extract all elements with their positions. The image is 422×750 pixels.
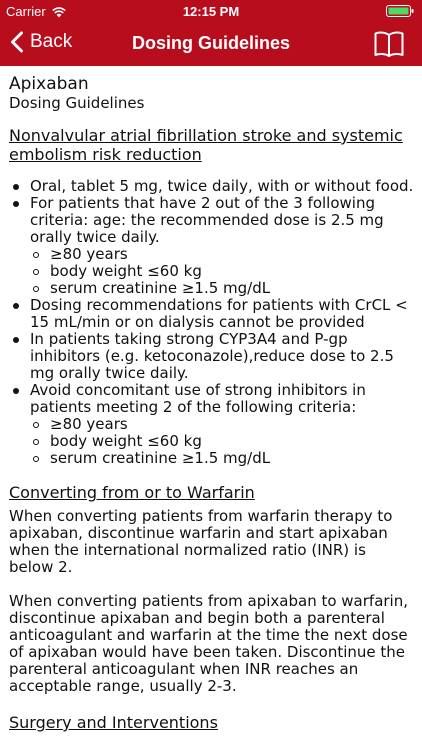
book-icon[interactable]: [374, 30, 404, 58]
sub-list-item: ≥80 years: [30, 246, 414, 263]
document-title: Dosing Guidelines: [9, 94, 145, 112]
bullet-text: For patients that have 2 out of the 3 following criteria: age: the recommended dose is 2.5 mg orally twice daily.: [30, 194, 384, 246]
carrier-label: Carrier: [6, 4, 46, 19]
list-item: [9, 297, 414, 331]
drug-name: Apixaban: [9, 74, 89, 94]
back-label: Back: [30, 31, 73, 52]
sub-list-item: serum creatinine ≥1.5 mg/dL: [30, 450, 414, 467]
bullet-text: Oral, tablet 5 mg, twice daily, with or without food.: [30, 177, 414, 195]
afib-bullet-list: [9, 178, 414, 467]
list-item: [9, 382, 414, 467]
sub-list-item: body weight ≤60 kg: [30, 263, 414, 280]
warfarin-paragraph: When converting patients from apixaban to warfarin, discontinue apixaban and begin both a parenteral anticoagulant and warfarin at the time the next dose of apixaban would have been taken. Discontinue the parenteral anticoagulant when INR reaches an acceptable range, usually 2-3.: [9, 592, 409, 695]
bullet-text: Dosing recommendations for patients with CrCL < 15 mL/min or on dialysis cannot be provided: [30, 296, 408, 331]
nav-title: Dosing Guidelines: [131, 33, 291, 53]
bullet-text: In patients taking strong CYP3A4 and P-gp inhibitors (e.g. ketoconazole),reduce dose to 2.5 mg orally twice daily.: [30, 330, 394, 382]
list-item: [9, 331, 414, 382]
list-item: [9, 195, 414, 297]
nav-bar: [0, 22, 422, 66]
sub-list-item: body weight ≤60 kg: [30, 433, 414, 450]
list-item: [9, 178, 414, 195]
section-heading-warfarin: Converting from or to Warfarin: [9, 483, 255, 502]
battery-icon: [386, 5, 414, 17]
sub-list-item: serum creatinine ≥1.5 mg/dL: [30, 280, 414, 297]
status-bar: [0, 0, 422, 22]
section-heading-afib: Nonvalvular atrial fibrillation stroke and systemic embolism risk reduction: [9, 126, 403, 164]
criteria-sublist: [30, 416, 414, 467]
sub-list-item: ≥80 years: [30, 416, 414, 433]
status-time: 12:15 PM: [182, 4, 240, 19]
warfarin-paragraph: When converting patients from warfarin therapy to apixaban, discontinue warfarin and start apixaban when the international normalized ratio (INR) is below 2.: [9, 507, 393, 576]
section-heading-surgery: Surgery and Interventions: [9, 713, 218, 732]
guideline-content: [9, 74, 414, 746]
bullet-text: Avoid concomitant use of strong inhibitors in patients meeting 2 of the following criteria:: [30, 381, 366, 416]
criteria-sublist: [30, 246, 414, 297]
